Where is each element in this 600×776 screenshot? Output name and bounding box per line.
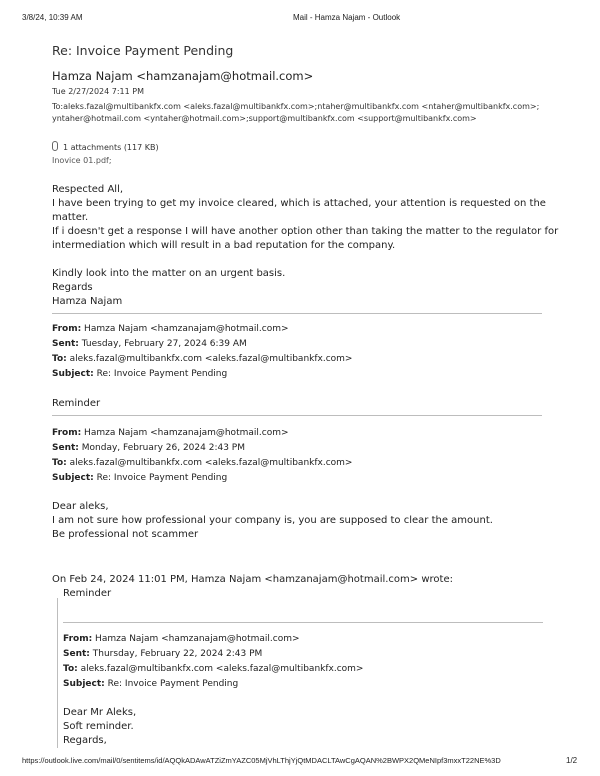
body-line: Be professional not scammer — [52, 529, 199, 540]
print-page-number: 1/2 — [566, 756, 578, 765]
body-line: Soft reminder. — [63, 721, 134, 732]
quoted-sent: Thursday, February 22, 2024 2:43 PM — [92, 649, 263, 659]
email-date: Tue 2/27/2024 7:11 PM — [52, 87, 145, 96]
email-from[interactable]: Hamza Najam <hamzanajam@hotmail.com> — [52, 69, 314, 83]
email-body — [52, 183, 558, 309]
attachments-label: 1 attachments (117 KB) — [63, 143, 159, 152]
print-title: Mail - Hamza Najam - Outlook — [293, 13, 401, 22]
body-line: Regards — [52, 282, 93, 293]
body-line: I am not sure how professional your company is, you are supposed to clear the amount. — [52, 515, 493, 526]
quoted-subject: Re: Invoice Payment Pending — [107, 679, 239, 689]
email-to-line2[interactable]: yntaher@hotmail.com <yntaher@hotmail.com>;support@multibankfx.com <support@multibankfx.com> — [52, 114, 477, 123]
body-line: Respected All, — [52, 184, 124, 195]
quoted-to: aleks.fazal@multibankfx.com <aleks.fazal@multibankfx.com> — [80, 664, 364, 674]
body-line: Regards, — [63, 735, 107, 746]
body-line: Dear aleks, — [52, 501, 109, 512]
body-line: Kindly look into the matter on an urgent basis. — [52, 268, 286, 279]
quoted-header-1: From: Hamza Najam <hamzanajam@hotmail.com> Sent: Tuesday, February 27, 2024 6:39 AM To: aleks.fazal@multibankfx.com <aleks.fazal@multibankfx.com> Subject: Re: Invoice Payment Pending — [52, 324, 353, 379]
quote-bar — [57, 598, 58, 748]
body-line: Hamza Najam — [52, 296, 123, 307]
print-datetime: 3/8/24, 10:39 AM — [22, 13, 83, 22]
divider — [52, 415, 542, 416]
quoted-subject: Re: Invoice Payment Pending — [96, 369, 228, 379]
attachment-file[interactable]: Inovice 01.pdf; — [52, 156, 112, 165]
wrote-line: On Feb 24, 2024 11:01 PM, Hamza Najam <hamzanajam@hotmail.com> wrote: — [52, 574, 453, 585]
quoted-to: aleks.fazal@multibankfx.com <aleks.fazal@multibankfx.com> — [69, 458, 353, 468]
quoted-body-1: Reminder — [52, 398, 101, 409]
body-line — [52, 253, 558, 267]
email-subject: Re: Invoice Payment Pending — [52, 43, 234, 58]
body-line: I have been trying to get my invoice cleared, which is attached, your attention is requested on the — [52, 198, 546, 209]
quoted-header-2: From: Hamza Najam <hamzanajam@hotmail.com> Sent: Monday, February 26, 2024 2:43 PM To: aleks.fazal@multibankfx.com <aleks.fazal@multibankfx.com> Subject: Re: Invoice Payment Pending — [52, 428, 353, 483]
body-line: matter. — [52, 212, 89, 223]
quoted-to: aleks.fazal@multibankfx.com <aleks.fazal@multibankfx.com> — [69, 354, 353, 364]
divider — [63, 622, 543, 623]
body-line: If i doesn't get a response I will have another option other than taking the matter to the regulator for — [52, 226, 559, 237]
quoted-from: Hamza Najam <hamzanajam@hotmail.com> — [84, 428, 289, 438]
quoted-from: Hamza Najam <hamzanajam@hotmail.com> — [95, 634, 300, 644]
quoted-from: Hamza Najam <hamzanajam@hotmail.com> — [84, 324, 289, 334]
quoted-body-3 — [63, 706, 136, 748]
print-url: https://outlook.live.com/mail/0/sentitems/id/AQQkADAwATZiZmYAZC05MjVhLThjYjQtMDACLTAwCgAQAN%2BWPX2QMeNIpf3mxxT22NE%3D — [22, 756, 501, 765]
quoted-body-2 — [52, 500, 493, 542]
quoted-sent: Tuesday, February 27, 2024 6:39 AM — [81, 339, 247, 349]
divider — [52, 313, 542, 314]
quoted-intro-3: Reminder — [63, 588, 112, 599]
quoted-subject: Re: Invoice Payment Pending — [96, 473, 228, 483]
quoted-sent: Monday, February 26, 2024 2:43 PM — [81, 443, 245, 453]
attachments-summary — [52, 141, 159, 152]
body-line: Dear Mr Aleks, — [63, 707, 137, 718]
email-to-line1[interactable]: To:aleks.fazal@multibankfx.com <aleks.fazal@multibankfx.com>;ntaher@multibankfx.com <ntaher@multibankfx.com>; — [52, 102, 540, 111]
paperclip-icon — [52, 141, 58, 151]
body-line: intermediation which will result in a bad reputation for the company. — [52, 240, 396, 251]
quoted-header-3: From: Hamza Najam <hamzanajam@hotmail.com> Sent: Thursday, February 22, 2024 2:43 PM To: aleks.fazal@multibankfx.com <aleks.fazal@multibankfx.com> Subject: Re: Invoice Payment Pending — [63, 634, 364, 689]
